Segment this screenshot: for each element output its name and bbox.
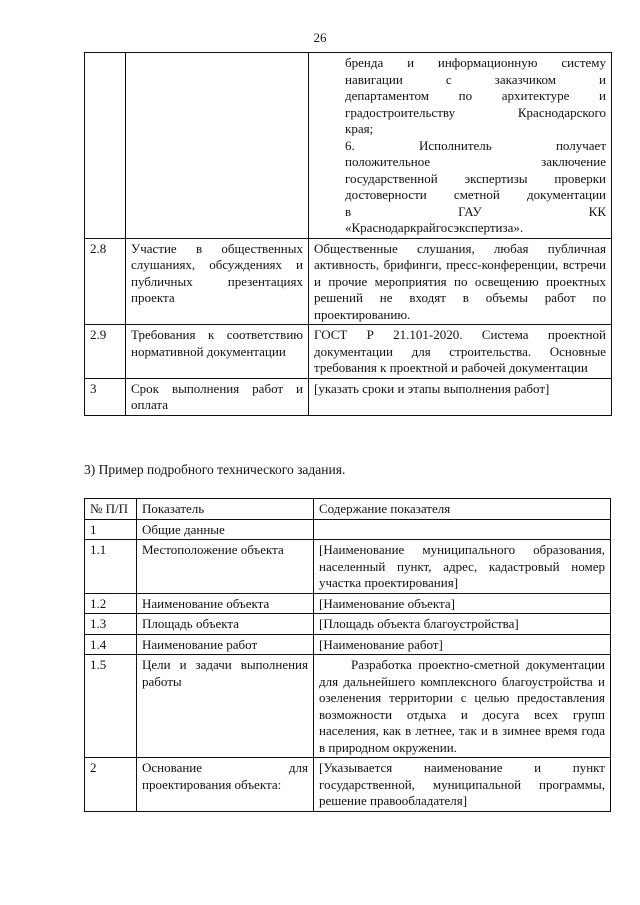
- table-row: [85, 540, 611, 594]
- section-heading: 3) Пример подробного технического задания.: [84, 462, 346, 477]
- text-line: департаментом по архитектуре и: [345, 88, 606, 103]
- table-cell-num: 1.4: [85, 634, 137, 655]
- table-cell-num: 1: [85, 519, 137, 540]
- table-cell-label: Требования к соответствию нормативной документации: [126, 325, 309, 379]
- table-row: [85, 634, 611, 655]
- table-cell-num: 1.2: [85, 593, 137, 614]
- text-line: бренда и информационную систему: [345, 55, 606, 70]
- header-indicator: Показатель: [137, 499, 314, 520]
- table-row: [85, 593, 611, 614]
- table-row: [85, 325, 612, 379]
- text-line: градостроительству Краснодарского: [345, 104, 606, 120]
- table-cell-content: [Площадь объекта благоустройства]: [314, 614, 611, 635]
- header-content: Содержание показателя: [314, 499, 611, 520]
- text-line: в ГАУ КК: [345, 203, 606, 219]
- text-line: положительное заключение: [345, 154, 606, 169]
- header-num: № П/П: [85, 499, 137, 520]
- text-line: достоверности сметной документации: [345, 187, 606, 202]
- table-header-row: [85, 499, 611, 520]
- table-cell-num: 3: [85, 378, 126, 415]
- table-cell-content: ГОСТ Р 21.101-2020. Система проектной документации для строительства. Основные требования к проектной и рабочей документации: [309, 325, 612, 379]
- requirements-table-continued: [84, 52, 612, 416]
- text-line: навигации с заказчиком и: [345, 71, 606, 87]
- table-cell-num: 1.3: [85, 614, 137, 635]
- table-cell-label: Наименование работ: [137, 634, 314, 655]
- table-cell-num: 2.8: [85, 238, 126, 325]
- table-cell-content: Разработка проектно-сметной документации для дальнейшего комплексного благоустройства и озеленения территории с целью предоставления возможности отдыха и досуга всех групп населения, как в летнее, так и в зимнее время года в природном окружении.: [314, 655, 611, 758]
- table-cell-content: [Наименование муниципального образования, населенный пункт, адрес, кадастровый номер участка проектирования]: [314, 540, 611, 594]
- table-cell-content: [Наименование работ]: [314, 634, 611, 655]
- table-cell-label: Цели и задачи выполнения работы: [137, 655, 314, 758]
- table-cell-num: [85, 53, 126, 239]
- table-cell-content: [314, 519, 611, 540]
- table-cell-num: 1.5: [85, 655, 137, 758]
- table-cell-num: 2.9: [85, 325, 126, 379]
- table-cell-label: Срок выполнения работ и оплата: [126, 378, 309, 415]
- text-line: 6. Исполнитель получает: [345, 137, 606, 153]
- table-row: [85, 655, 611, 758]
- table-cell-content: Общественные слушания, любая публичная активность, брифинги, пресс-конференции, встречи и прочие мероприятия по освещению проектных решений не входят в объемы работ по проектированию.: [309, 238, 612, 325]
- table-cell-num: 1.1: [85, 540, 137, 594]
- table-cell-label: Общие данные: [137, 519, 314, 540]
- table-cell-content: [Указывается наименование и пункт государственной, муниципальной программы, решение правообладателя]: [314, 758, 611, 812]
- table-row: [85, 238, 612, 325]
- technical-specification-table: [84, 498, 611, 812]
- table-cell-label: Основание для проектирования объекта:: [137, 758, 314, 812]
- table-cell-label: [126, 53, 309, 239]
- table-row: [85, 53, 612, 239]
- page-number: 26: [313, 30, 327, 45]
- table-cell-label: Площадь объекта: [137, 614, 314, 635]
- table-row: [85, 378, 612, 415]
- table-row: [85, 519, 611, 540]
- table-cell-content: [Наименование объекта]: [314, 593, 611, 614]
- table-cell-label: Участие в общественных слушаниях, обсуждениях и публичных презентациях проекта: [126, 238, 309, 325]
- table-row: [85, 758, 611, 812]
- table-cell-label: Местоположение объекта: [137, 540, 314, 594]
- text-line: края;: [345, 121, 374, 136]
- table-row: [85, 614, 611, 635]
- table-cell-content: [указать сроки и этапы выполнения работ]: [309, 378, 612, 415]
- text-line: «Краснодаркрайгосэкспертиза».: [345, 220, 524, 235]
- table-cell-label: Наименование объекта: [137, 593, 314, 614]
- text-line: государственной экспертизы проверки: [345, 170, 606, 186]
- table-cell-content: [309, 53, 612, 239]
- table-cell-num: 2: [85, 758, 137, 812]
